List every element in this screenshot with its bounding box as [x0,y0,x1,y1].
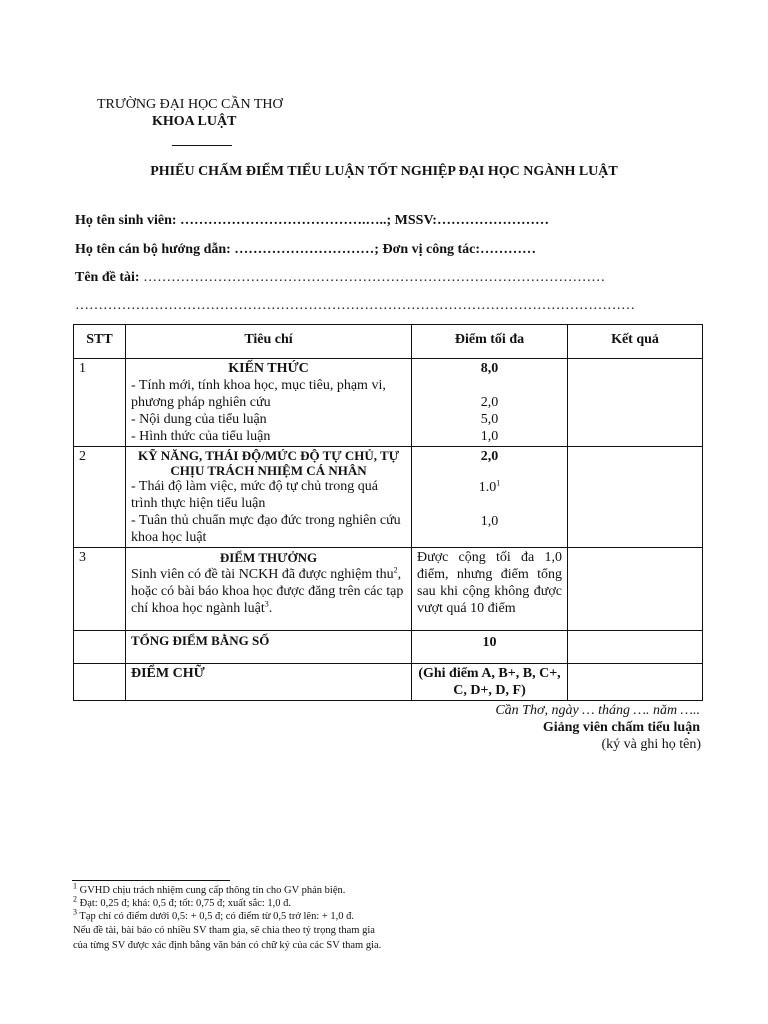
footnote-ref: 1 [496,478,501,488]
row-stt: 3 [74,548,126,631]
max-score-item: $1.0^1$ [478,478,501,495]
table-row [74,359,703,447]
total-max: 10 [412,631,568,664]
signature-note: (ký và ghi họ tên) [601,737,701,752]
result-cell [568,447,703,548]
result-cell [568,359,703,447]
footnote-3: $^3$ Tạp chí có điểm dưới 0,5: + 0,5 đ; có điểm từ 0,5 trở lên: + 1,0 đ. [73,907,355,922]
criteria-cell [126,359,412,447]
grading-table [73,324,703,701]
criteria-heading: KIẾN THỨC [228,361,309,376]
topic-dots: ……………………………………………………………………………………… [143,270,606,285]
footnote-3-cont: Nếu đề tài, bài báo có nhiều SV tham gia, sẽ chia theo tỷ trọng tham gia [73,925,375,936]
table-row [74,447,703,548]
criteria-cell [126,447,412,548]
footnote-3-cont-2: của từng SV được xác định bằng văn bản có chữ ký của các SV tham gia. [73,940,382,951]
topic-label: Tên đề tài: [75,270,144,285]
total-label: TỔNG ĐIỂM BẰNG SỐ [126,631,412,664]
signer-role: Giảng viên chấm tiểu luận [542,720,700,735]
footnote-divider [72,880,230,881]
table-row-total [74,631,703,664]
header-criteria: Tiêu chí [126,325,412,359]
student-info-line: Họ tên sinh viên: ………………………………….…..; MSSV:…………………… [75,213,549,228]
max-score-item: 1,0 [480,514,499,529]
table-header-row [74,325,703,359]
bonus-description: Sinh viên có đề tài NCKH đã được nghiệm thu$^2$, hoặc có bài báo khoa học được đăng trên các tạp chí khoa học ngành luật$^3$. [131,565,404,616]
footnote-2: $^2$ Đạt: 0,25 đ; khá: 0,5 đ; tốt: 0,75 đ; xuất sắc: 1,0 đ. [73,894,292,909]
criteria-item: - Tuân thủ chuẩn mực đạo đức trong nghiên cứu khoa học luật [131,513,401,545]
max-score-item: 1,0 [480,429,499,444]
max-score-cell: Được cộng tối đa 1,0 điểm, nhưng điểm tổng sau khi cộng không được vượt quá 10 điểm [412,548,568,631]
max-score-item: 2,0 [480,395,499,410]
max-score-cell [412,359,568,447]
footnote-1: $^1$ GVHD chịu trách nhiệm cung cấp thông tin cho GV phản biện. [73,881,346,896]
row-stt: 1 [74,359,126,447]
place-date: Cần Thơ, ngày … tháng …. năm ….. [495,703,700,718]
faculty-name: KHOA LUẬT [152,114,237,129]
criteria-item: - Thái độ làm việc, mức độ tự chủ trong quá trình thực hiện tiểu luận [131,479,379,511]
topic-line [75,270,605,286]
table-row [74,548,703,631]
header-stt: STT [74,325,126,359]
row-stt: 2 [74,447,126,548]
advisor-info-line: Họ tên cán bộ hướng dẫn: …………………………; Đơn vị công tác:………… [75,242,537,257]
topic-continuation-line: ………………………………………………………………………………………………………… [75,298,635,313]
max-score-total: 8,0 [480,361,499,376]
criteria-cell [126,548,412,631]
max-score-total: 2,0 [480,449,499,464]
max-score-item: 5,0 [480,412,499,427]
table-row-word-score [74,664,703,701]
header-divider [172,145,232,146]
header-max-score: Điểm tối đa [412,325,568,359]
result-cell [568,664,703,701]
university-name: TRƯỜNG ĐẠI HỌC CẦN THƠ [97,97,283,112]
criteria-item: - Nội dung của tiểu luận [131,412,267,427]
header-result: Kết quả [568,325,703,359]
form-title: PHIẾU CHẤM ĐIỂM TIỂU LUẬN TỐT NGHIỆP ĐẠI HỌC NGÀNH LUẬT [150,164,618,179]
criteria-item: - Hình thức của tiểu luận [131,429,271,444]
criteria-item: - Tính mới, tính khoa học, mục tiêu, phạm vi, phương pháp nghiên cứu [131,378,386,410]
result-cell [568,631,703,664]
max-score-cell [412,447,568,548]
criteria-heading: KỸ NĂNG, THÁI ĐỘ/MỨC ĐỘ TỰ CHỦ, TỰ CHỊU TRÁCH NHIỆM CÁ NHÂN [137,448,400,478]
criteria-heading: ĐIỂM THƯỞNG [219,550,318,565]
result-cell [568,548,703,631]
word-score-label: ĐIỂM CHỮ [126,664,412,701]
word-score-note: (Ghi điểm A, B+, B, C+, C, D+, D, F) [412,664,568,701]
